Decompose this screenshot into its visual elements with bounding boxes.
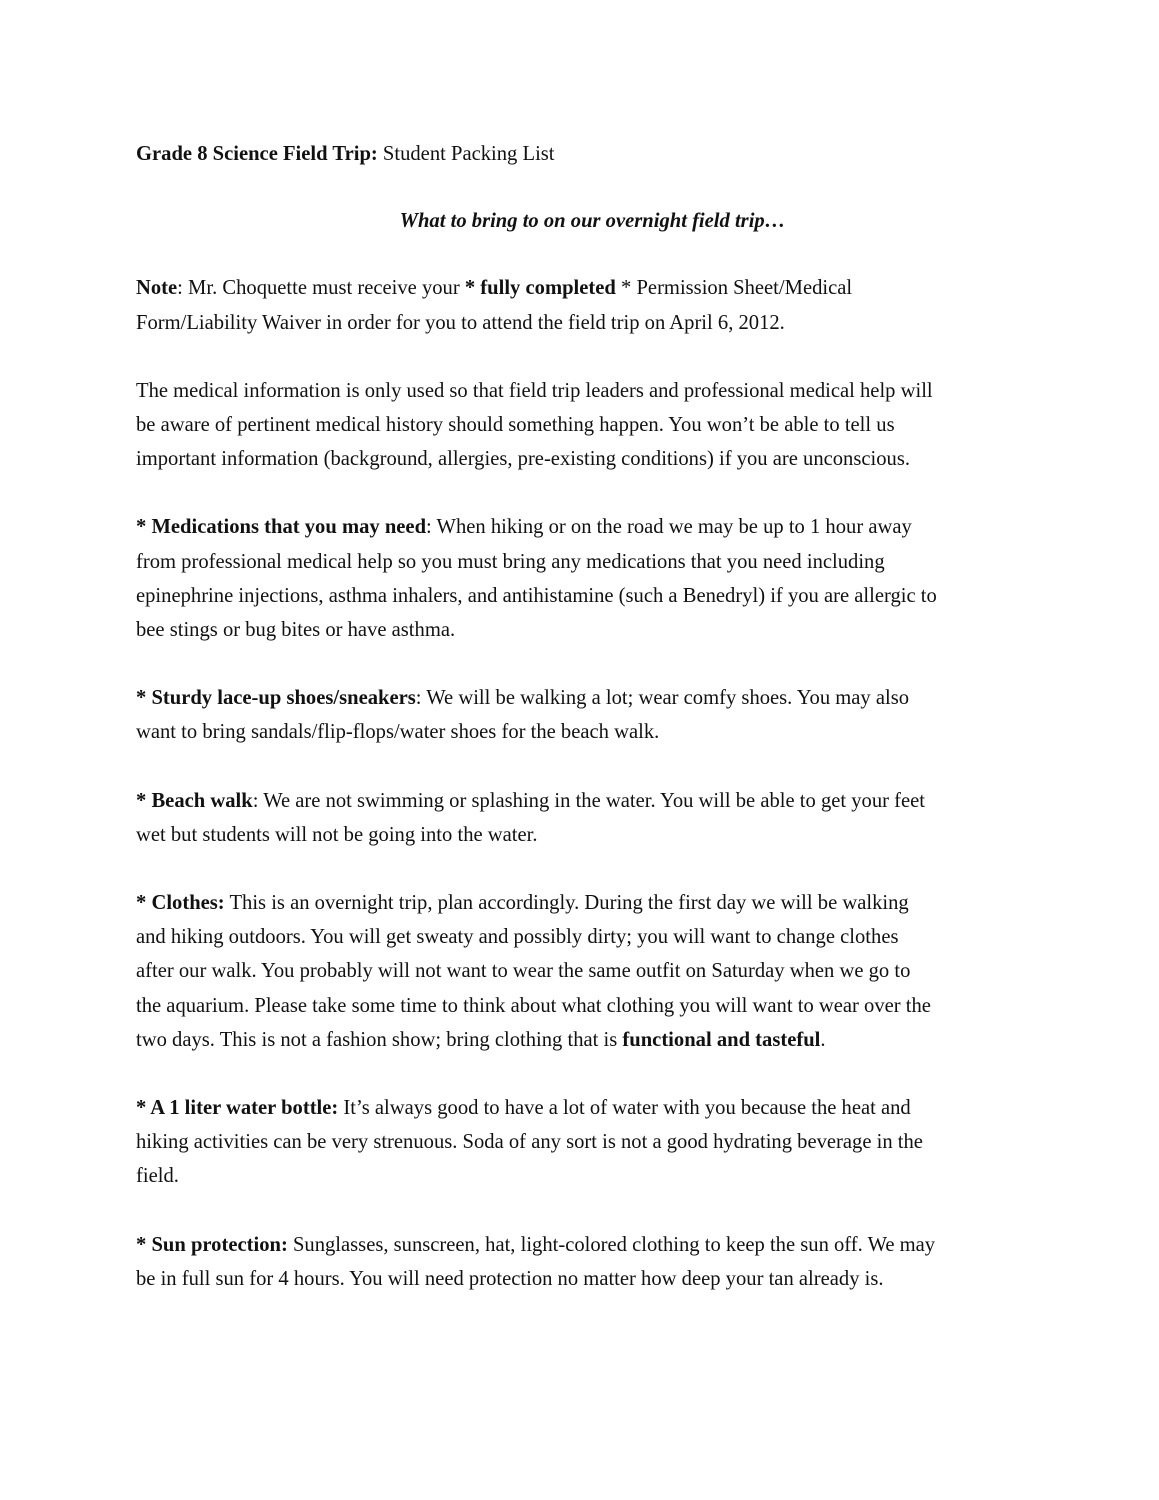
medical-info-line-1: The medical information is only used so that field trip leaders and professional medical help will: [136, 379, 933, 402]
shoes-line-2: want to bring sandals/flip-flops/water shoes for the beach walk.: [136, 721, 660, 744]
clothes-line-3: after our walk. You probably will not want to wear the same outfit on Saturday when we go to: [136, 960, 911, 983]
water-label: * A 1 liter water bottle:: [136, 1097, 339, 1120]
document-body: [136, 137, 1036, 1330]
sun-line-1: * Sun protection: Sunglasses, sunscreen, hat, light-colored clothing to keep the sun off. We may: [136, 1233, 936, 1256]
medications-line-2: from professional medical help so you must bring any medications that you need including: [136, 550, 885, 573]
beach-paragraph: [136, 784, 1036, 852]
clothes-line-5: two days. This is not a fashion show; bring clothing that is functional and tasteful.: [136, 1028, 826, 1051]
clothes-line-4: the aquarium. Please take some time to think about what clothing you will want to wear over the: [136, 994, 931, 1017]
note-line-2: Form/Liability Waiver in order for you to attend the field trip on April 6, 2012.: [136, 311, 785, 334]
medical-info-paragraph: [136, 374, 1036, 477]
title-bold: Grade 8 Science Field Trip:: [136, 143, 378, 165]
water-line-3: field.: [136, 1165, 179, 1188]
water-line-2: hiking activities can be very strenuous. Soda of any sort is not a good hydrating beverage in the: [136, 1131, 923, 1154]
medical-info-line-3: important information (background, allergies, pre-existing conditions) if you are unconscious.: [136, 448, 910, 471]
medical-info-line-2: be aware of pertinent medical history should something happen. You won’t be able to tell us: [136, 414, 895, 437]
shoes-line-1: * Sturdy lace-up shoes/sneakers: We will be walking a lot; wear comfy shoes. You may also: [136, 687, 910, 710]
clothes-line-2: and hiking outdoors. You will get sweaty and possibly dirty; you will want to change clothes: [136, 926, 899, 949]
shoes-label: * Sturdy lace-up shoes/sneakers: [136, 687, 416, 710]
medications-line-1: * Medications that you may need: When hiking or on the road we may be up to 1 hour away: [136, 516, 912, 539]
note-label: Note: [136, 277, 178, 300]
clothes-emphasis: functional and tasteful: [622, 1028, 821, 1051]
title-rest: Student Packing List: [377, 143, 555, 165]
clothes-label: * Clothes:: [136, 892, 225, 915]
clothes-paragraph: [136, 886, 1036, 1057]
sun-label: * Sun protection:: [136, 1233, 288, 1256]
note-emphasis: * fully completed: [464, 277, 616, 300]
medications-line-4: bee stings or bug bites or have asthma.: [136, 619, 456, 642]
note-paragraph: [136, 271, 1036, 339]
medications-label: * Medications that you may need: [136, 516, 427, 539]
beach-line-2: wet but students will not be going into the water.: [136, 823, 538, 846]
medications-paragraph: [136, 510, 1036, 647]
document-title: [136, 137, 1036, 171]
document-subtitle: What to bring to on our overnight field trip…: [399, 210, 786, 233]
note-line-1: Note: Mr. Choquette must receive your * fully completed * Permission Sheet/Medical: [136, 277, 853, 300]
sun-paragraph: [136, 1228, 1036, 1296]
clothes-line-1: * Clothes: This is an overnight trip, plan accordingly. During the first day we will be walking: [136, 892, 909, 915]
water-paragraph: [136, 1091, 1036, 1194]
sun-line-2: be in full sun for 4 hours. You will need protection no matter how deep your tan already is.: [136, 1267, 884, 1290]
shoes-paragraph: [136, 681, 1036, 749]
water-line-1: * A 1 liter water bottle: It’s always good to have a lot of water with you because the heat and: [136, 1097, 911, 1120]
beach-line-1: * Beach walk: We are not swimming or splashing in the water. You will be able to get your feet: [136, 789, 926, 812]
beach-label: * Beach walk: [136, 789, 253, 812]
medications-line-3: epinephrine injections, asthma inhalers, and antihistamine (such a Benedryl) if you are allergic to: [136, 584, 937, 607]
